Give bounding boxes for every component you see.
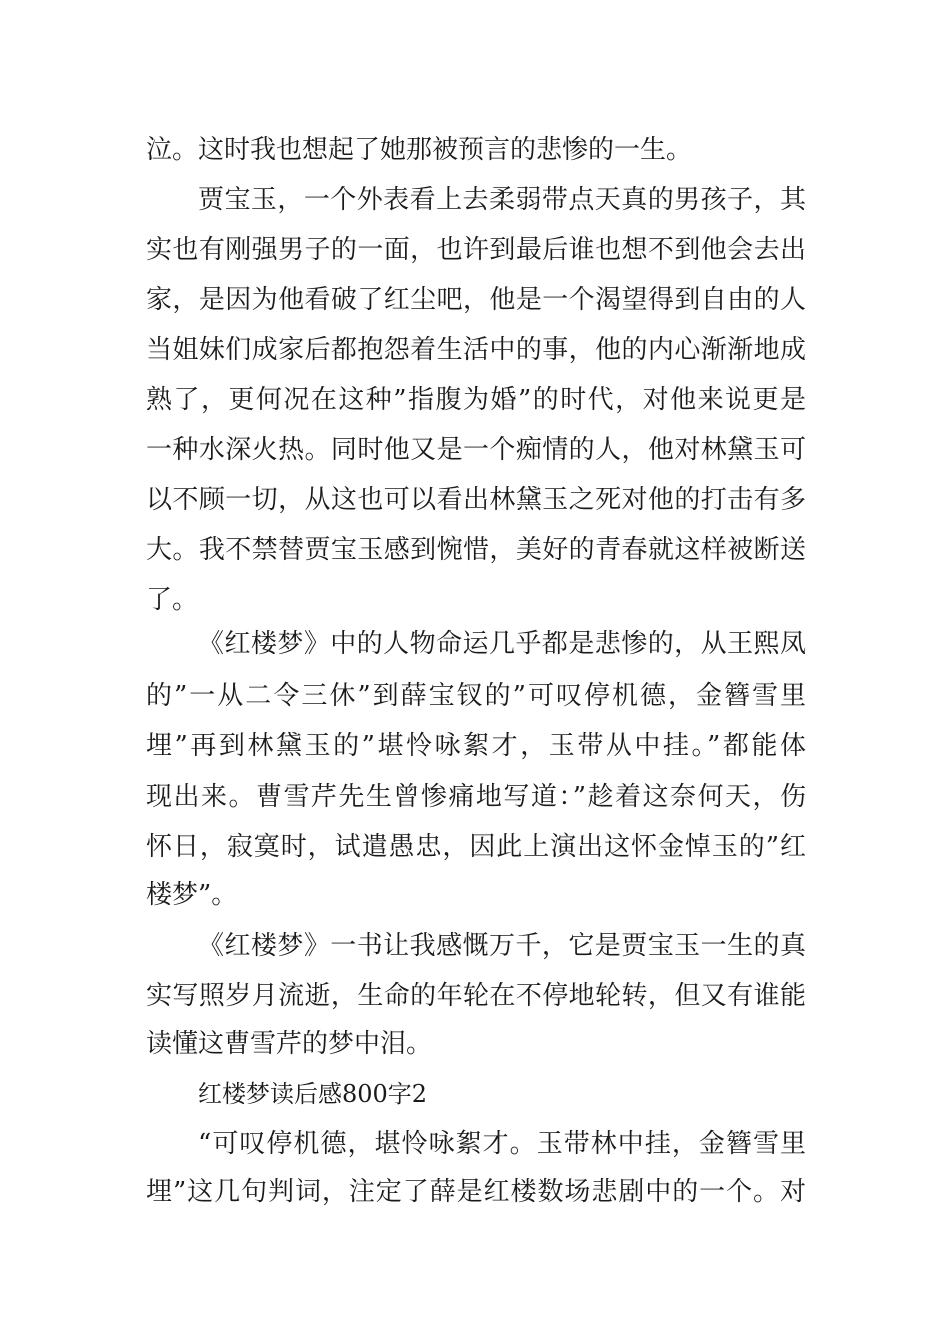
text-line: 现出来。曹雪芹先生曾惨痛地写道：”趁着这奈何天，伤: [146, 782, 806, 812]
text-line: 以不顾一切，从这也可以看出林黛玉之死对他的打击有多: [146, 485, 806, 515]
text-line: 楼梦”。: [146, 880, 238, 910]
text-line: 《红楼梦》中的人物命运几乎都是悲惨的，从王熙凤: [198, 629, 806, 659]
text-line: 一种水深火热。同时他又是一个痴情的人，他对林黛玉可: [146, 435, 806, 465]
text-line: “可叹停机德，堪怜咏絮才。玉带林中挂，金簪雪里: [198, 1129, 806, 1159]
text-line: 贾宝玉，一个外表看上去柔弱带点天真的男孩子，其: [198, 185, 806, 215]
text-line: 了。: [146, 585, 199, 615]
text-line: 熟了，更何况在这种”指腹为婚”的时代，对他来说更是: [146, 385, 806, 415]
text-line: 泣。这时我也想起了她那被预言的悲惨的一生。: [146, 135, 693, 165]
text-line: 当姐妹们成家后都抱怨着生活中的事，他的内心渐渐地成: [146, 335, 806, 365]
text-line: 实也有刚强男子的一面，也许到最后谁也想不到他会去出: [146, 235, 806, 265]
text-line: 怀日，寂寞时，试遣愚忠，因此上演出这怀金悼玉的”红: [146, 832, 806, 862]
text-line: 埋”再到林黛玉的”堪怜咏絮才，玉带从中挂。”都能体: [146, 731, 806, 761]
text-line: 实写照岁月流逝，生命的年轮在不停地轮转，但又有谁能: [146, 981, 806, 1011]
text-line: 大。我不禁替贾宝玉感到惋惜，美好的青春就这样被断送: [146, 535, 806, 565]
section-heading: 红楼梦读后感800字2: [198, 1080, 428, 1108]
text-line: 《红楼梦》一书让我感慨万千，它是贾宝玉一生的真: [198, 931, 806, 961]
text-line: 的”一从二令三休”到薛宝钗的”可叹停机德，金簪雪里: [146, 681, 806, 711]
text-line: 家，是因为他看破了红尘吧，他是一个渴望得到自由的人: [146, 285, 806, 315]
text-line: 读懂这曹雪芹的梦中泪。: [146, 1029, 433, 1059]
text-line: 埋”这几句判词，注定了薛是红楼数场悲剧中的一个。对: [146, 1177, 806, 1207]
